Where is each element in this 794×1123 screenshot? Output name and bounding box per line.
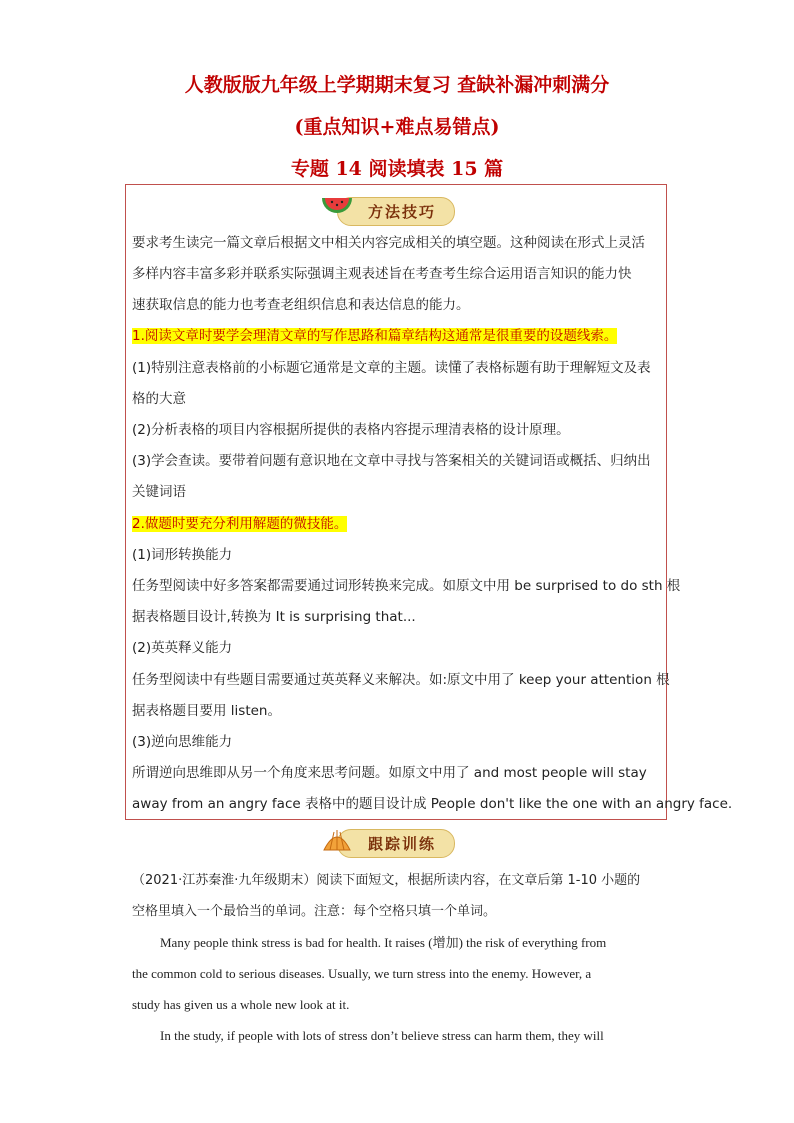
document-subtitle: (重点知识+难点易错点) [294, 116, 500, 138]
passage-line: the common cold to serious diseases. Usually, we turn stress into the enemy. However, a [132, 966, 592, 981]
method-line: (2)分析表格的项目内容根据所提供的表格内容提示理清表格的设计原理。 [132, 422, 570, 438]
method-line: (2)英英释义能力 [132, 640, 233, 656]
method-line: 速获取信息的能力也考查老组织信息和表达信息的能力。 [132, 297, 470, 313]
method-heading-highlight: 2.做题时要充分利用解题的微技能。 [132, 516, 348, 532]
shell-icon [320, 824, 354, 854]
method-line: 格的大意 [132, 391, 186, 407]
watermelon-icon [320, 192, 354, 222]
method-banner-label: 方法技巧 [367, 202, 436, 221]
method-line: (1)词形转换能力 [132, 547, 233, 563]
method-heading-highlight: 1.阅读文章时要学会理清文章的写作思路和篇章结构这通常是很重要的设题线索。 [132, 328, 618, 344]
instruction-line: （2021·江苏秦淮·九年级期末）阅读下面短文，根据所读内容，在文章后第 1-10 小题的 [132, 873, 641, 888]
practice-banner-label: 跟踪训练 [367, 834, 436, 853]
passage-line: study has given us a whole new look at it. [132, 997, 350, 1012]
method-banner [326, 194, 466, 228]
topic-title: 专题 14 阅读填表 15 篇 [290, 158, 504, 180]
method-line: 要求考生读完一篇文章后根据文中相关内容完成相关的填空题。这种阅读在形式上灵活 [132, 235, 645, 251]
method-line: 任务型阅读中有些题目需要通过英英释义来解决。如:原文中用了 keep your attention 根 [132, 672, 670, 688]
method-line: 据表格题目设计,转换为 It is surprising that... [132, 609, 416, 625]
method-line: 所谓逆向思维即从另一个角度来思考问题。如原文中用了 and most people will stay [132, 765, 647, 781]
method-line: (3)逆向思维能力 [132, 734, 233, 750]
method-line: 据表格题目要用 listen。 [132, 703, 281, 719]
method-line: 关键词语 [132, 484, 186, 500]
passage-line: In the study, if people with lots of stress don’t believe stress can harm them, they will [160, 1028, 604, 1043]
method-line: 多样内容丰富多彩并联系实际强调主观表述旨在考查考生综合运用语言知识的能力快 [132, 266, 632, 282]
practice-banner [326, 826, 466, 860]
instruction-line: 空格里填入一个最恰当的单词。注意：每个空格只填一个单词。 [132, 904, 497, 919]
passage-line: Many people think stress is bad for health. It raises (增加) the risk of everything from [160, 935, 607, 950]
method-line: away from an angry face 表格中的题目设计成 People don't like the one with an angry face. [132, 796, 733, 812]
document-title: 人教版版九年级上学期期末复习 查缺补漏冲刺满分 [184, 74, 610, 96]
method-line: (3)学会查读。要带着问题有意识地在文章中寻找与答案相关的关键词语或概括、归纳出 [132, 453, 651, 469]
method-line: 任务型阅读中好多答案都需要通过词形转换来完成。如原文中用 be surprised to do sth 根 [132, 578, 681, 594]
method-line: (1)特别注意表格前的小标题它通常是文章的主题。读懂了表格标题有助于理解短文及表 [132, 360, 651, 376]
